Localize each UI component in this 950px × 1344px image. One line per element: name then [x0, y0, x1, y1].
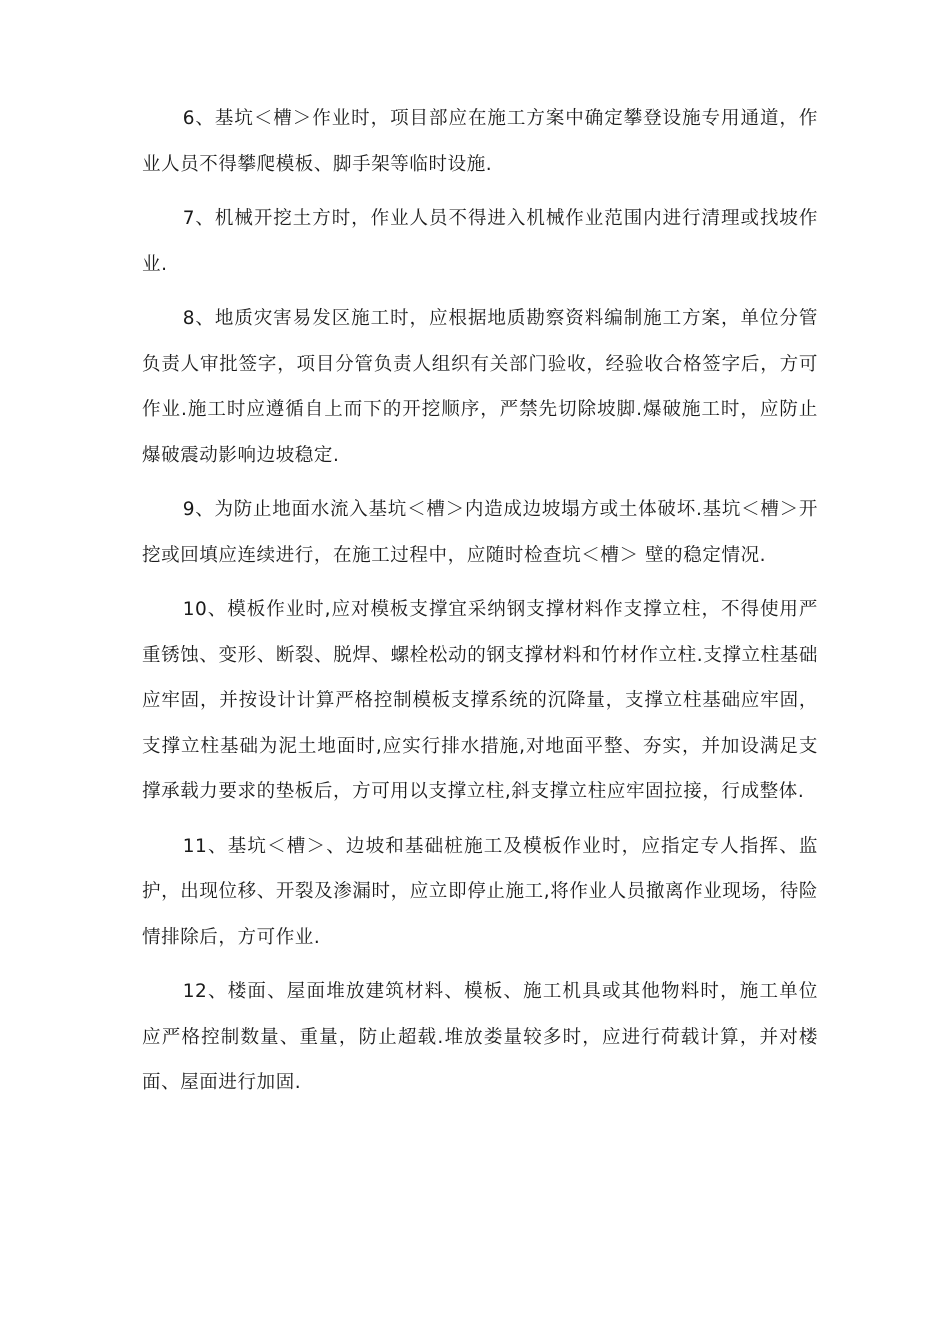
paragraph-item-9: 9、为防止地面水流入基坑＜槽＞内造成边坡塌方或土体破坏.基坑＜槽＞开挖或回填应连续进行，在施工过程中，应随时检查坑＜槽＞ 壁的稳定情况.: [142, 499, 818, 566]
paragraph-item-11: 11、基坑＜槽＞、边坡和基础桩施工及模板作业时，应指定专人指挥、监护，出现位移、开裂及渗漏时，应立即停止施工,将作业人员撤离作业现场，待险情排除后，方可作业.: [142, 835, 818, 948]
paragraph-item-6: 6、基坑＜槽＞作业时，项目部应在施工方案中确定攀登设施专用通道，作业人员不得攀爬模板、脚手架等临时设施.: [142, 108, 818, 175]
paragraph-item-12: 12、楼面、屋面堆放建筑材料、模板、施工机具或其他物料时，施工单位应严格控制数量、重量，防止超载.堆放娄量较多时，应进行荷载计算，并对楼面、屋面进行加固.: [142, 981, 818, 1093]
paragraph-item-10: 10、模板作业时,应对模板支撑宜采纳钢支撑材料作支撑立柱，不得使用严重锈蚀、变形、断裂、脱焊、螺栓松动的钢支撑材料和竹材作立柱.支撑立柱基础应牢固，并按设计计算严格控制模板支撑系统的沉降量，支撑立柱基础应牢固，支撑立柱基础为泥土地面时,应实行排水措施,对地面平整、夯实，并加设满足支撑承载力要求的垫板后，方可用以支撑立柱,斜支撑立柱应牢固拉接，行成整体.: [142, 599, 818, 802]
paragraph-item-8: 8、地质灾害易发区施工时，应根据地质勘察资料编制施工方案，单位分管负责人审批签字，项目分管负责人组织有关部门验收，经验收合格签字后，方可作业.施工时应遵循自上而下的开挖顺序，严禁先切除坡脚.爆破施工时，应防止爆破震动影响边坡稳定.: [142, 308, 818, 466]
paragraph-item-7: 7、机械开挖土方时，作业人员不得进入机械作业范围内进行清理或找坡作业.: [142, 208, 818, 275]
document-body: [142, 96, 818, 1115]
